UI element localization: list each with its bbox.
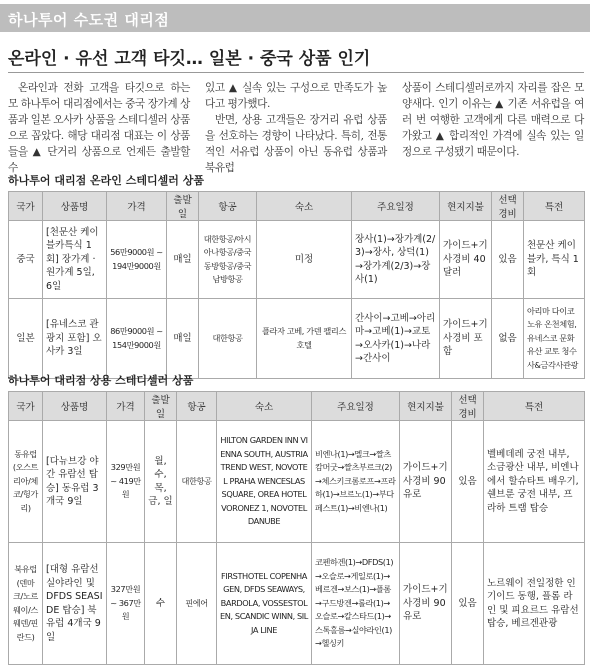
article-headline: 온라인 · 유선 고객 타깃… 일본 · 중국 상품 인기: [8, 49, 371, 69]
cell-departure: 수: [145, 543, 177, 665]
business-steady-seller-table: [8, 391, 585, 665]
col-header: 출발일: [145, 392, 177, 421]
cell-airline: 대한항공: [177, 421, 217, 543]
col-header: 주요일정: [312, 392, 400, 421]
cell-hotel: 플라자 고베, 가덴 팰리스 호텔: [257, 299, 352, 379]
cell-country: 일본: [9, 299, 43, 379]
article-paragraph: 있고 ▲ 실속 있는 구성으로 만족도가 높다고 평가했다.: [205, 82, 387, 110]
cell-departure: 매일: [167, 221, 199, 299]
col-header: 국가: [9, 192, 43, 221]
article-paragraph: 반면, 상용 고객들은 장거리 유럽 상품을 선호하는 경향이 나타났다. 특히, 전통적인 서유럽 상품이 아닌 동유럽 상품과 북유럽: [205, 114, 387, 174]
cell-country: 동유럽(오스트리아/체코/헝가리): [9, 421, 43, 543]
cell-price: 56만9000원 ~ 194만9000원: [107, 221, 167, 299]
article-column-3: [402, 80, 584, 160]
col-header: 출발일: [167, 192, 199, 221]
cell-local-pay: 가이드+기사경비 포함: [440, 299, 492, 379]
cell-price: 86만9000원 ~ 154만9000원: [107, 299, 167, 379]
section-header-title: 하나투어 수도권 대리점: [8, 11, 170, 29]
col-header: 선택경비: [452, 392, 484, 421]
cell-benefit: 천문산 케이블카, 특식 1회: [524, 221, 585, 299]
table-row: [9, 543, 585, 665]
cell-itinerary: 간사이→고베→아리마→고베(1)→교토→오사카(1)→나라→간사이: [352, 299, 440, 379]
cell-price: 327만원 ~ 367만원: [107, 543, 145, 665]
section-header-bar: [0, 4, 590, 32]
cell-price: 329만원 ~ 419만원: [107, 421, 145, 543]
cell-product: [대형 유람선 실야라인 및 DFDS SEASIDE 탑승] 북유럽 4개국 9일: [43, 543, 107, 665]
cell-hotel: HILTON GARDEN INN VIENNA SOUTH, AUSTRIA TREND WEST, NOVOTEL PRAHA WENCESLAS SQUARE, OREA HOTEL VORONEZ 1, NOVOTEL DANUBE: [217, 421, 312, 543]
table-row: [9, 221, 585, 299]
col-header: 주요일정: [352, 192, 440, 221]
cell-hotel: 미정: [257, 221, 352, 299]
cell-airline: 대한항공: [199, 299, 257, 379]
col-header: 가격: [107, 192, 167, 221]
col-header: 상품명: [43, 192, 107, 221]
table-row: [9, 421, 585, 543]
cell-optional: 있음: [452, 421, 484, 543]
col-header: 항공: [177, 392, 217, 421]
cell-benefit: 노르웨이 전일정한 인기이드 동행, 플롬 라인 및 피요르드 유람선 탑승, 베르겐관광: [484, 543, 585, 665]
col-header: 현지지불: [400, 392, 452, 421]
col-header: 숙소: [217, 392, 312, 421]
col-header: 항공: [199, 192, 257, 221]
article-paragraph: 온라인과 전화 고객을 타깃으로 하는 모 하나투어 대리점에서는 중국 장가계 상품과 일본 오사카 상품을 스테디셀러 상품으로 꼽았다. 해당 대리점 대표는 이 상품들을 ▲ 단거리 상품으로 언제든 출발할 수: [8, 82, 191, 174]
cell-local-pay: 가이드+기사경비 90유로: [400, 543, 452, 665]
cell-itinerary: 비엔나(1)→멜크→짤츠캄머굿→짤츠부르크(2)→체스키크롬로프→프라하(1)→브르노(1)→부다페스트(1)→비엔나(1): [312, 421, 400, 543]
cell-product: [유네스코 관광지 포함] 오사카 3일: [43, 299, 107, 379]
col-header: 특전: [484, 392, 585, 421]
cell-benefit: 벨베데레 궁전 내부, 소금광산 내부, 비엔나에서 할슈타트 배우기, 쉔브룬 궁전 내부, 프라하 트램 탑승: [484, 421, 585, 543]
table2-title: 하나투어 대리점 상용 스테디셀러 상품: [8, 374, 194, 387]
article-paragraph: 상품이 스테디셀러로까지 자리를 잡은 모양새다. 인기 이유는 ▲ 기존 서유럽을 여러 번 여행한 고객에게 다른 매력으로 다가왔고 ▲ 합리적인 가격에 실속 있는 일정으로 구성됐기 때문이다.: [402, 82, 584, 158]
online-steady-seller-table: [8, 191, 585, 379]
cell-optional: 있음: [492, 221, 524, 299]
cell-optional: 없음: [492, 299, 524, 379]
cell-local-pay: 가이드+기사경비 40달러: [440, 221, 492, 299]
headline-divider: [8, 72, 584, 73]
cell-country: 중국: [9, 221, 43, 299]
col-header: 현지지불: [440, 192, 492, 221]
table-row: [9, 299, 585, 379]
col-header: 선택경비: [492, 192, 524, 221]
article-column-2: [205, 80, 387, 176]
cell-itinerary: 장사(1)→장가계(2/3)→장사, 상덕(1)→장가계(2/3)→장사(1): [352, 221, 440, 299]
cell-itinerary: 코펜하겐(1)→DFDS(1)→오슬로→게일로(1)→베르겐→보스(1)→플롬→구드방겐→롤라(1)→오슬로→칼스타드(1)→스톡홀름→실야라인(1)→헬싱키: [312, 543, 400, 665]
table-header-row: [9, 392, 585, 421]
cell-departure: 매일: [167, 299, 199, 379]
col-header: 특전: [524, 192, 585, 221]
col-header: 숙소: [257, 192, 352, 221]
cell-airline: 대한항공/아시아나항공/중국동방항공/중국남방항공: [199, 221, 257, 299]
cell-product: [천문산 케이블카특식 1회] 장가계 · 원가계 5일, 6일: [43, 221, 107, 299]
cell-airline: 핀에어: [177, 543, 217, 665]
cell-local-pay: 가이드+기사경비 90유로: [400, 421, 452, 543]
col-header: 국가: [9, 392, 43, 421]
cell-benefit: 아리마 다이코노유 온천체험, 유네스코 문화유산 교토 청수사&금각사관광: [524, 299, 585, 379]
cell-product: [다뉴브강 야간 유람선 탑승] 동유럽 3개국 9일: [43, 421, 107, 543]
cell-country: 북유럽(덴마크/노르웨이/스웨덴/핀란드): [9, 543, 43, 665]
cell-hotel: FIRSTHOTEL COPENHAGEN, DFDS SEAWAYS, BARDOLA, VOSSESTOLEN, SCANDIC WINN, SILJA LINE: [217, 543, 312, 665]
col-header: 가격: [107, 392, 145, 421]
table1-title: 하나투어 대리점 온라인 스테디셀러 상품: [8, 174, 204, 187]
cell-departure: 월, 수, 목, 금, 일: [145, 421, 177, 543]
col-header: 상품명: [43, 392, 107, 421]
table-header-row: [9, 192, 585, 221]
cell-optional: 있음: [452, 543, 484, 665]
article-column-1: [8, 80, 190, 176]
